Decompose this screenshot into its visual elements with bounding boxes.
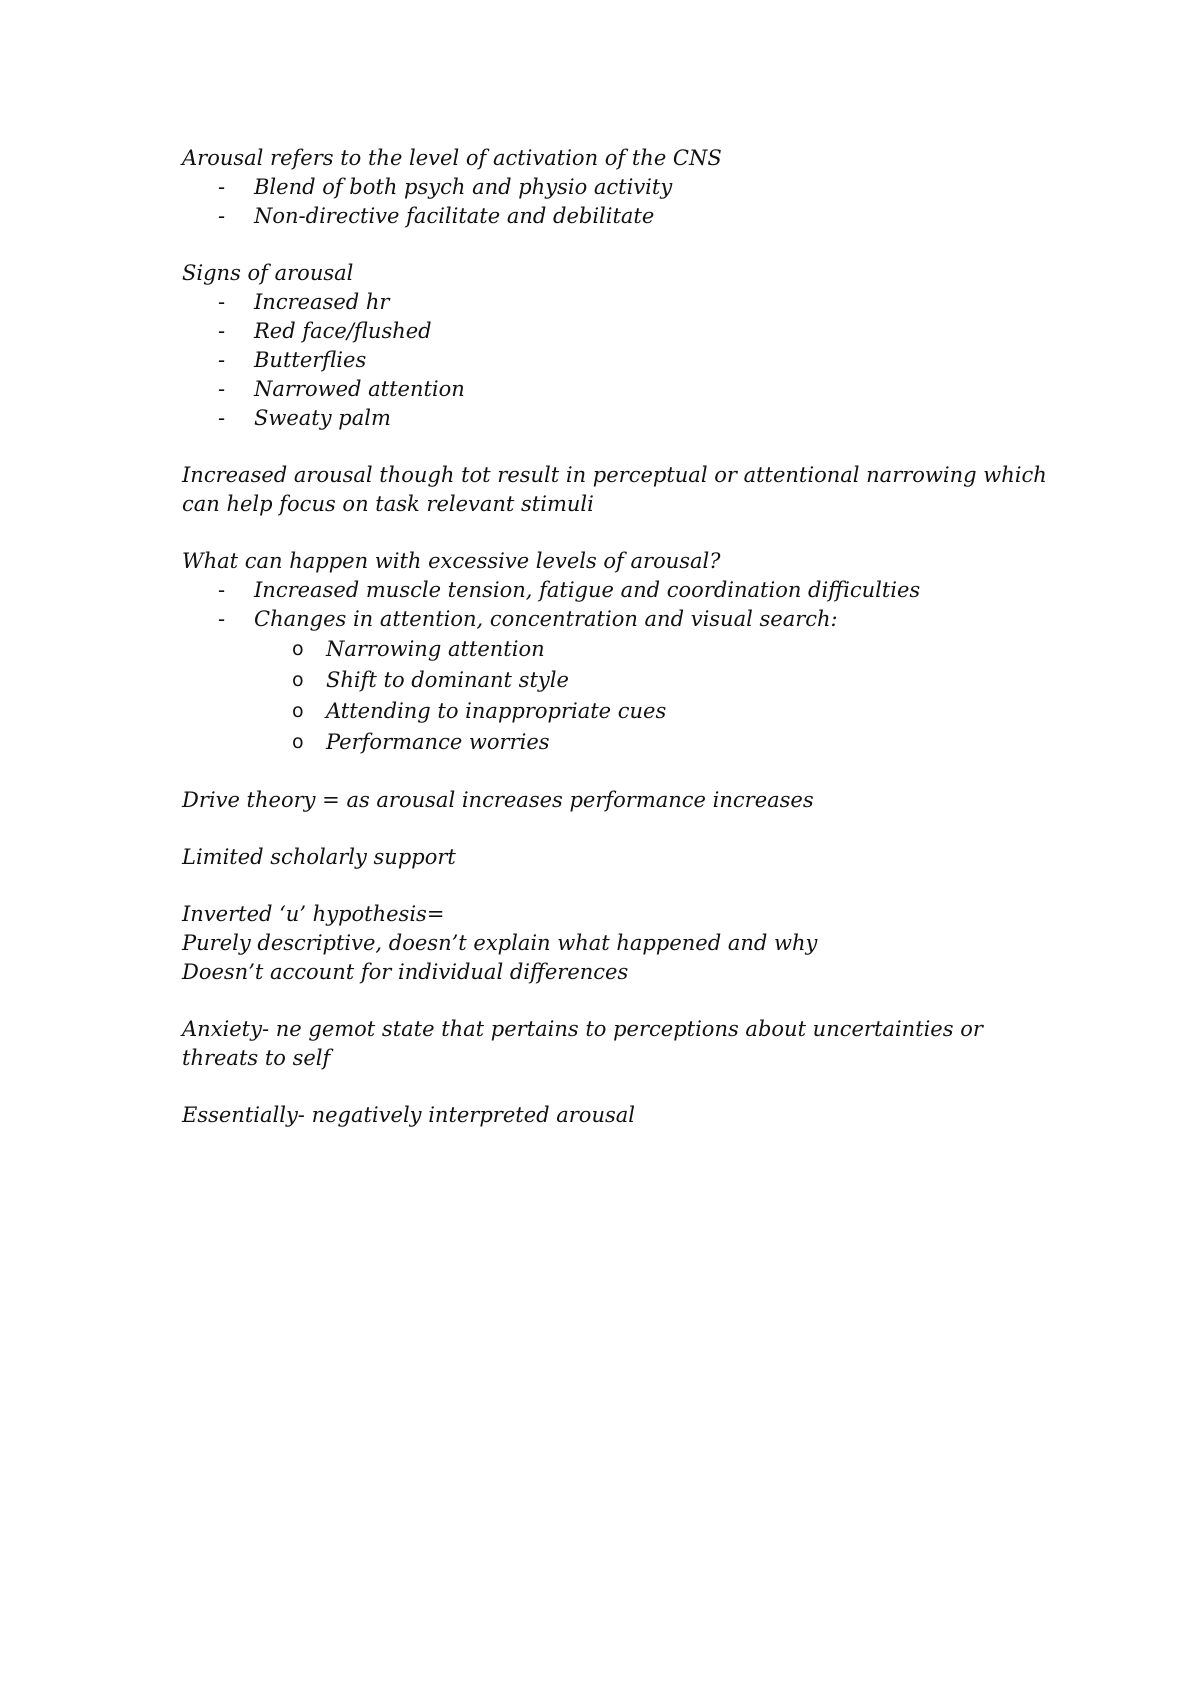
- dash-bullet: -: [218, 406, 226, 430]
- arousal-definition-list: [182, 173, 1062, 231]
- circle-bullet: o: [292, 700, 304, 722]
- list-item: - Butterflies: [182, 346, 1062, 375]
- circle-bullet: o: [292, 669, 304, 691]
- dash-bullet: -: [218, 607, 226, 631]
- dash-bullet: -: [218, 204, 226, 228]
- list-item: - Changes in attention, concentration and visual search:: [182, 605, 1062, 634]
- dash-bullet: -: [218, 319, 226, 343]
- attentional-narrowing-paragraph: Increased arousal though tot result in perceptual or attentional narrowing which can help focus on task relevant stimuli: [182, 463, 1047, 516]
- signs-of-arousal-heading: Signs of arousal: [182, 261, 354, 285]
- list-item: o Attending to inappropriate cues: [182, 696, 1062, 727]
- list-item: - Narrowed attention: [182, 375, 1062, 404]
- excessive-arousal-list: [182, 576, 1062, 634]
- list-item: - Increased hr: [182, 288, 1062, 317]
- essentially-paragraph: Essentially- negatively interpreted arousal: [182, 1103, 635, 1127]
- list-item: o Narrowing attention: [182, 634, 1062, 665]
- dash-bullet: -: [218, 348, 226, 372]
- limited-support-paragraph: Limited scholarly support: [182, 845, 456, 869]
- list-item: - Red face/flushed: [182, 317, 1062, 346]
- excessive-arousal-heading: What can happen with excessive levels of arousal?: [182, 549, 721, 573]
- dash-bullet: -: [218, 377, 226, 401]
- anxiety-definition-paragraph: Anxiety- ne gemot state that pertains to perceptions about uncertainties or threats to self: [182, 1017, 983, 1070]
- circle-bullet: o: [292, 638, 304, 660]
- drive-theory-paragraph: Drive theory = as arousal increases performance increases: [182, 788, 814, 812]
- circle-bullet: o: [292, 731, 304, 753]
- individual-differences-line: Doesn’t account for individual differences: [182, 960, 629, 984]
- dash-bullet: -: [218, 175, 226, 199]
- list-item: - Sweaty palm: [182, 404, 1062, 433]
- list-item: - Increased muscle tension, fatigue and coordination difficulties: [182, 576, 1062, 605]
- inverted-u-line: Inverted ‘u’ hypothesis=: [182, 902, 445, 926]
- document-page: [182, 144, 1062, 1130]
- signs-of-arousal-list: [182, 288, 1062, 433]
- descriptive-line: Purely descriptive, doesn’t explain what happened and why: [182, 931, 818, 955]
- attention-changes-sublist: [182, 634, 1062, 758]
- dash-bullet: -: [218, 290, 226, 314]
- list-item: o Shift to dominant style: [182, 665, 1062, 696]
- dash-bullet: -: [218, 578, 226, 602]
- arousal-definition: Arousal refers to the level of activation of the CNS: [182, 146, 722, 170]
- list-item: o Performance worries: [182, 727, 1062, 758]
- list-item: - Non-directive facilitate and debilitate: [182, 202, 1062, 231]
- list-item: - Blend of both psych and physio activity: [182, 173, 1062, 202]
